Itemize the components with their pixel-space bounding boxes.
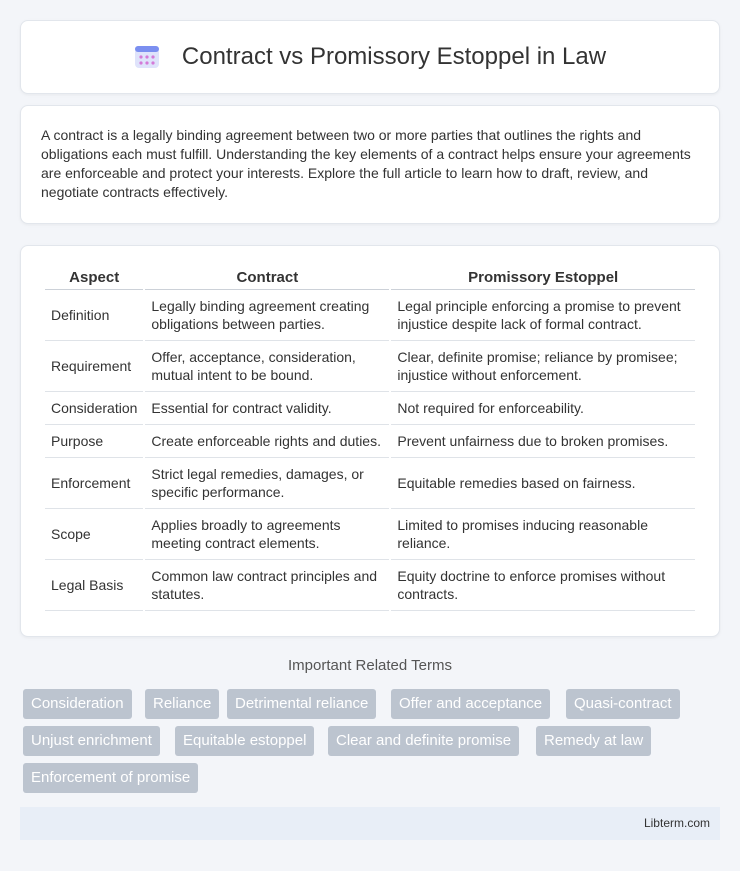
tag-remedy-at-law[interactable]: Remedy at law: [536, 726, 651, 756]
comparison-table: [43, 267, 697, 611]
estoppel-cell: Not required for enforceability.: [391, 392, 695, 425]
tag-detrimental-reliance[interactable]: Detrimental reliance: [227, 689, 376, 719]
aspect-cell: Definition: [45, 290, 143, 341]
tag-equitable-estoppel[interactable]: Equitable estoppel: [175, 726, 314, 756]
tag-offer-and-acceptance[interactable]: Offer and acceptance: [391, 689, 550, 719]
estoppel-cell: Prevent unfairness due to broken promises.: [391, 425, 695, 458]
aspect-cell: Legal Basis: [45, 560, 143, 611]
aspect-cell: Requirement: [45, 341, 143, 392]
header-estoppel: Promissory Estoppel: [391, 267, 695, 290]
estoppel-cell: Equity doctrine to enforce promises without contracts.: [391, 560, 695, 611]
calendar-grid-icon: [134, 44, 160, 70]
aspect-cell: Consideration: [45, 392, 143, 425]
table-row: [45, 509, 695, 560]
tag-consideration[interactable]: Consideration: [23, 689, 132, 719]
title-card: [20, 20, 720, 94]
estoppel-cell: Equitable remedies based on fairness.: [391, 458, 695, 509]
contract-cell: Offer, acceptance, consideration, mutual intent to be bound.: [145, 341, 389, 392]
table-row: [45, 560, 695, 611]
contract-cell: Essential for contract validity.: [145, 392, 389, 425]
contract-cell: Common law contract principles and statutes.: [145, 560, 389, 611]
header-aspect: Aspect: [45, 267, 143, 290]
estoppel-cell: Legal principle enforcing a promise to prevent injustice despite lack of formal contract.: [391, 290, 695, 341]
tag-clear-and-definite-promise[interactable]: Clear and definite promise: [328, 726, 519, 756]
tag-reliance[interactable]: Reliance: [145, 689, 219, 719]
tag-quasi-contract[interactable]: Quasi-contract: [566, 689, 680, 719]
aspect-cell: Purpose: [45, 425, 143, 458]
table-row: [45, 341, 695, 392]
table-header-row: [45, 267, 695, 290]
footer: [20, 807, 720, 840]
table-row: [45, 392, 695, 425]
aspect-cell: Scope: [45, 509, 143, 560]
table-row: [45, 425, 695, 458]
estoppel-cell: Clear, definite promise; reliance by promisee; injustice without enforcement.: [391, 341, 695, 392]
contract-cell: Create enforceable rights and duties.: [145, 425, 389, 458]
footer-site-link[interactable]: Libterm.com: [643, 816, 710, 830]
header-contract: Contract: [145, 267, 389, 290]
tag-enforcement-of-promise[interactable]: Enforcement of promise: [23, 763, 198, 793]
aspect-cell: Enforcement: [45, 458, 143, 509]
table-row: [45, 290, 695, 341]
table-row: [45, 458, 695, 509]
tag-unjust-enrichment[interactable]: Unjust enrichment: [23, 726, 160, 756]
estoppel-cell: Limited to promises inducing reasonable reliance.: [391, 509, 695, 560]
page-title: Contract vs Promissory Estoppel in Law: [181, 43, 607, 70]
comparison-table-card: [20, 245, 720, 637]
contract-cell: Strict legal remedies, damages, or specific performance.: [145, 458, 389, 509]
contract-cell: Legally binding agreement creating obligations between parties.: [145, 290, 389, 341]
contract-cell: Applies broadly to agreements meeting contract elements.: [145, 509, 389, 560]
related-terms-title: Important Related Terms: [288, 657, 452, 674]
intro-text: A contract is a legally binding agreement between two or more parties that outlines the rights and obligations each must fulfill. Understanding the key elements of a contract helps ensure your agreements are enforceable and protect your interests. Explore the full article to learn how to draft, review, and negotiate contracts effectively.: [41, 127, 691, 200]
intro-card: [20, 105, 720, 224]
